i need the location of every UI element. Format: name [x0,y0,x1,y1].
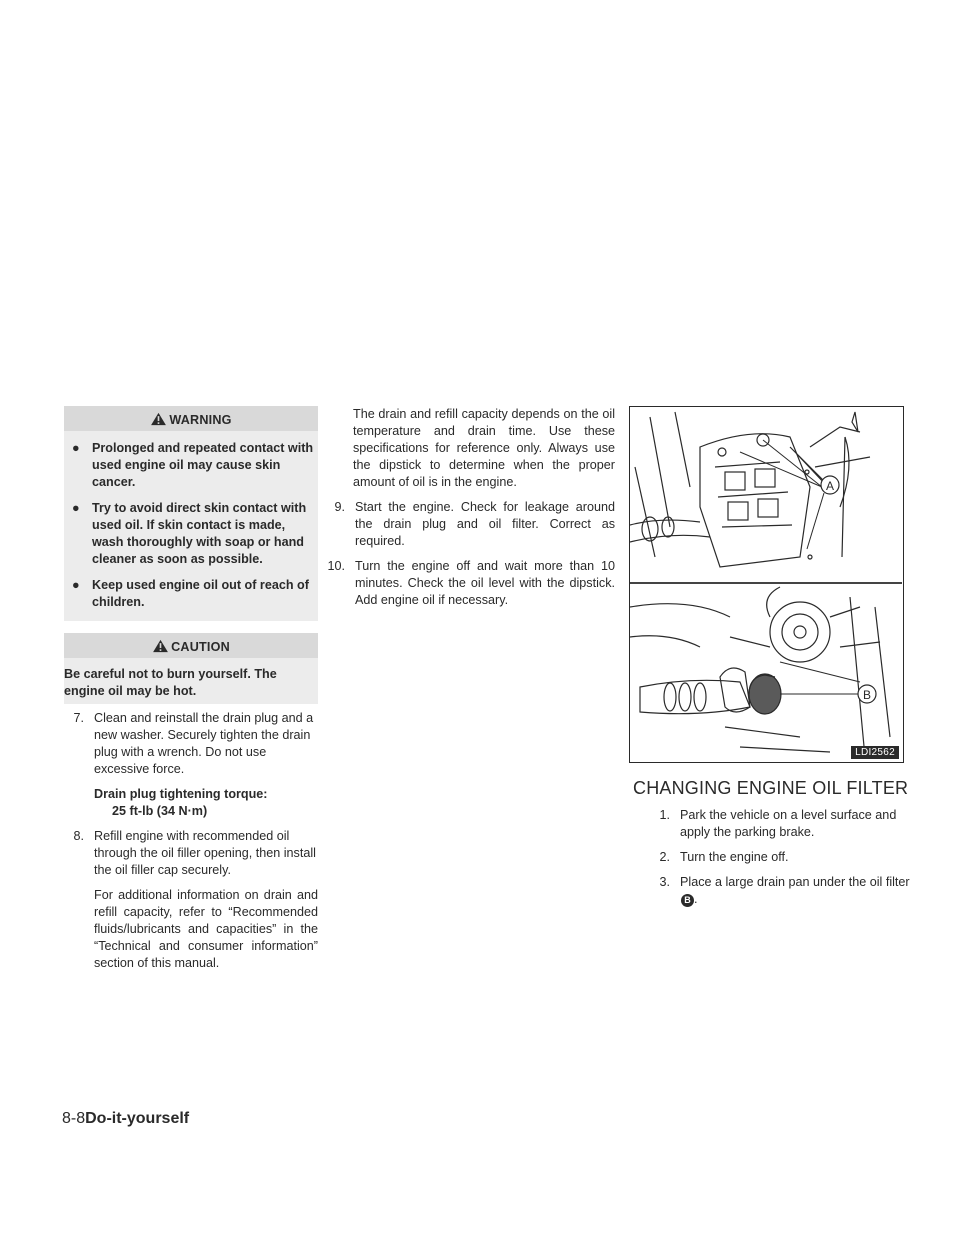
warning-body [64,431,318,621]
step-3: 3. Place a large drain pan under the oil filterB . [659,875,910,906]
engine-line-drawing [630,407,902,761]
right-column-steps [650,807,912,916]
caution-body [64,658,318,704]
figure-code: LDI2562 [851,746,899,759]
caution-heading: CAUTION [171,640,230,654]
capacity-paragraph: The drain and refill capacity depends on the oil temperature and drain time. Use these specifications for reference only. Always use the dipstick to determine when the proper amount of oil is in the engine. [353,407,615,489]
section-name: Do-it-yourself [85,1110,190,1127]
middle-column [325,406,615,609]
step-2: 2. Turn the engine off. [659,850,789,864]
left-column [64,406,318,972]
section-title: CHANGING ENGINE OIL FILTER [633,778,909,798]
step-10: 10. Turn the engine off and wait more than 10 minutes. Check the oil level with the dipstick. Add engine oil if necessary. [327,559,615,607]
step-1: 1. Park the vehicle on a level surface and apply the parking brake. [659,808,897,839]
warning-item: ● Try to avoid direct skin contact with used oil. If skin contact is made, wash thoroughly with soap or hand cleaner as soon as possible. [72,501,307,566]
page-footer [62,1110,189,1128]
callout-b-marker: B [681,894,694,907]
page-number: 8-8 [62,1110,86,1127]
warning-item: ● Keep used engine oil out of reach of children. [72,578,309,609]
callout-b: B [862,688,872,702]
drain-plug-torque: Drain plug tightening torque: 25 ft-lb (34 N·m) [94,787,268,818]
step-9: 9. Start the engine. Check for leakage around the drain plug and oil filter. Correct as required. [334,500,615,548]
warning-heading: WARNING [169,413,232,427]
caution-text: Be careful not to burn yourself. The engine oil may be hot. [64,667,277,698]
step-7: 7. Clean and reinstall the drain plug and a new washer. Securely tighten the drain plug with a wrench. Do not use excessive force. [73,711,314,776]
refill-info-paragraph: For additional information on drain and refill capacity, refer to “Recommended fluids/lubricants and capacities” in the “Technical and consumer information” section of this manual. [94,888,318,970]
caution-triangle-icon [152,639,169,653]
caution-header [64,633,318,658]
engine-oil-filter-illustration [629,406,904,763]
warning-header [64,406,318,431]
warning-item: ● Prolonged and repeated contact with used engine oil may cause skin cancer. [72,441,314,489]
step-8: 8. Refill engine with recommended oil through the oil filler opening, then install the oil filler cap securely. [73,829,316,877]
callout-a: A [825,479,835,493]
warning-triangle-icon [150,412,167,426]
